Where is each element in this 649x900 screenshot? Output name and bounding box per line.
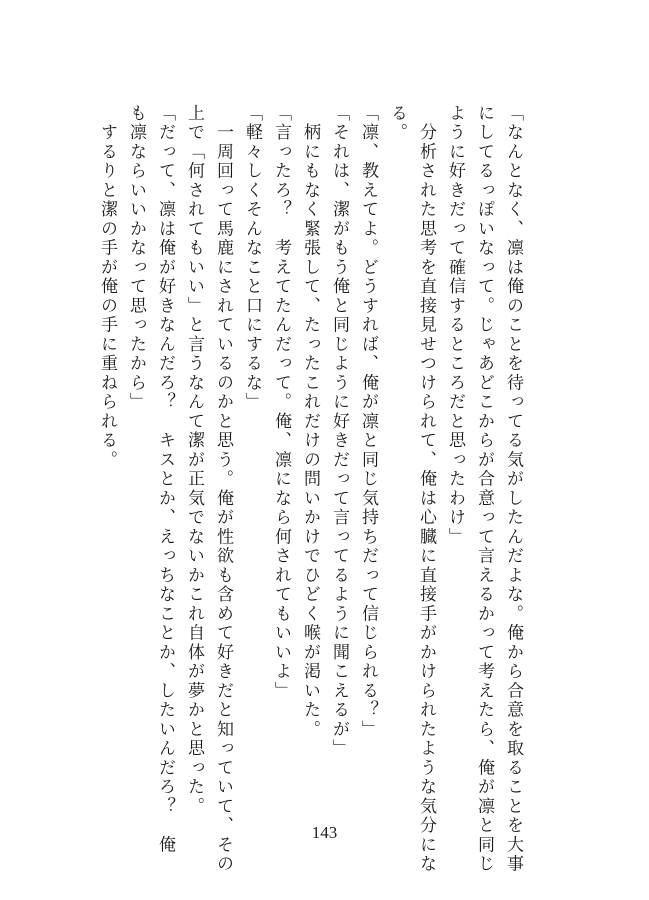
text-line-6: 「凛、教えてよ。どうすれば、俺が凛と同じ気持ちだって信じられる？」: [358, 104, 378, 740]
text-line-8: 柄にもなく緊張して、たったこれだけの問いかけでひどく喉が渇いた。: [300, 104, 320, 740]
text-line-14: も凛ならいいかなって思ったから」: [126, 104, 146, 412]
text-line-9: 「言ったろ？ 考えてたんだって。俺、凛になら何されてもいいよ」: [271, 104, 291, 701]
text-line-11: 一周回って馬鹿にされているのかと思う。俺が性欲も含めて好きだと知っていて、その: [213, 104, 233, 874]
text-line-5: る。: [387, 104, 407, 143]
text-line-4: 分析された思考を直接見せつけられて、俺は心臓に直接手がかけられたような気分にな: [416, 104, 436, 874]
text-line-15: するりと潔の手が俺の手に重ねられる。: [97, 104, 117, 470]
text-line-2: にしてるっぽいなって。じゃあどこからが合意って言えるかって考えたら、俺が凛と同じ: [474, 104, 494, 874]
text-line-1: 「なんとなく、凛は俺のことを待ってる気がしたんだよな。俺から合意を取ることを大事: [503, 104, 523, 874]
text-line-10: 「軽々しくそんなこと口にするな」: [242, 104, 262, 412]
text-line-3: ように好きだって確信するところだと思ったわけ」: [445, 104, 465, 547]
text-line-13: 「だって、凛は俺が好きなんだろ？ キスとか、えっちなことか、したいんだろ？ 俺: [155, 104, 175, 855]
page-number: 143: [311, 823, 338, 842]
text-line-7: 「それは、潔がもう俺と同じように好きだって言ってるように聞こえるが」: [329, 104, 349, 759]
text-line-12: 上で「何されてもいい」と言うなんて潔が正気でないかこれ自体が夢かと思った。: [184, 104, 204, 817]
